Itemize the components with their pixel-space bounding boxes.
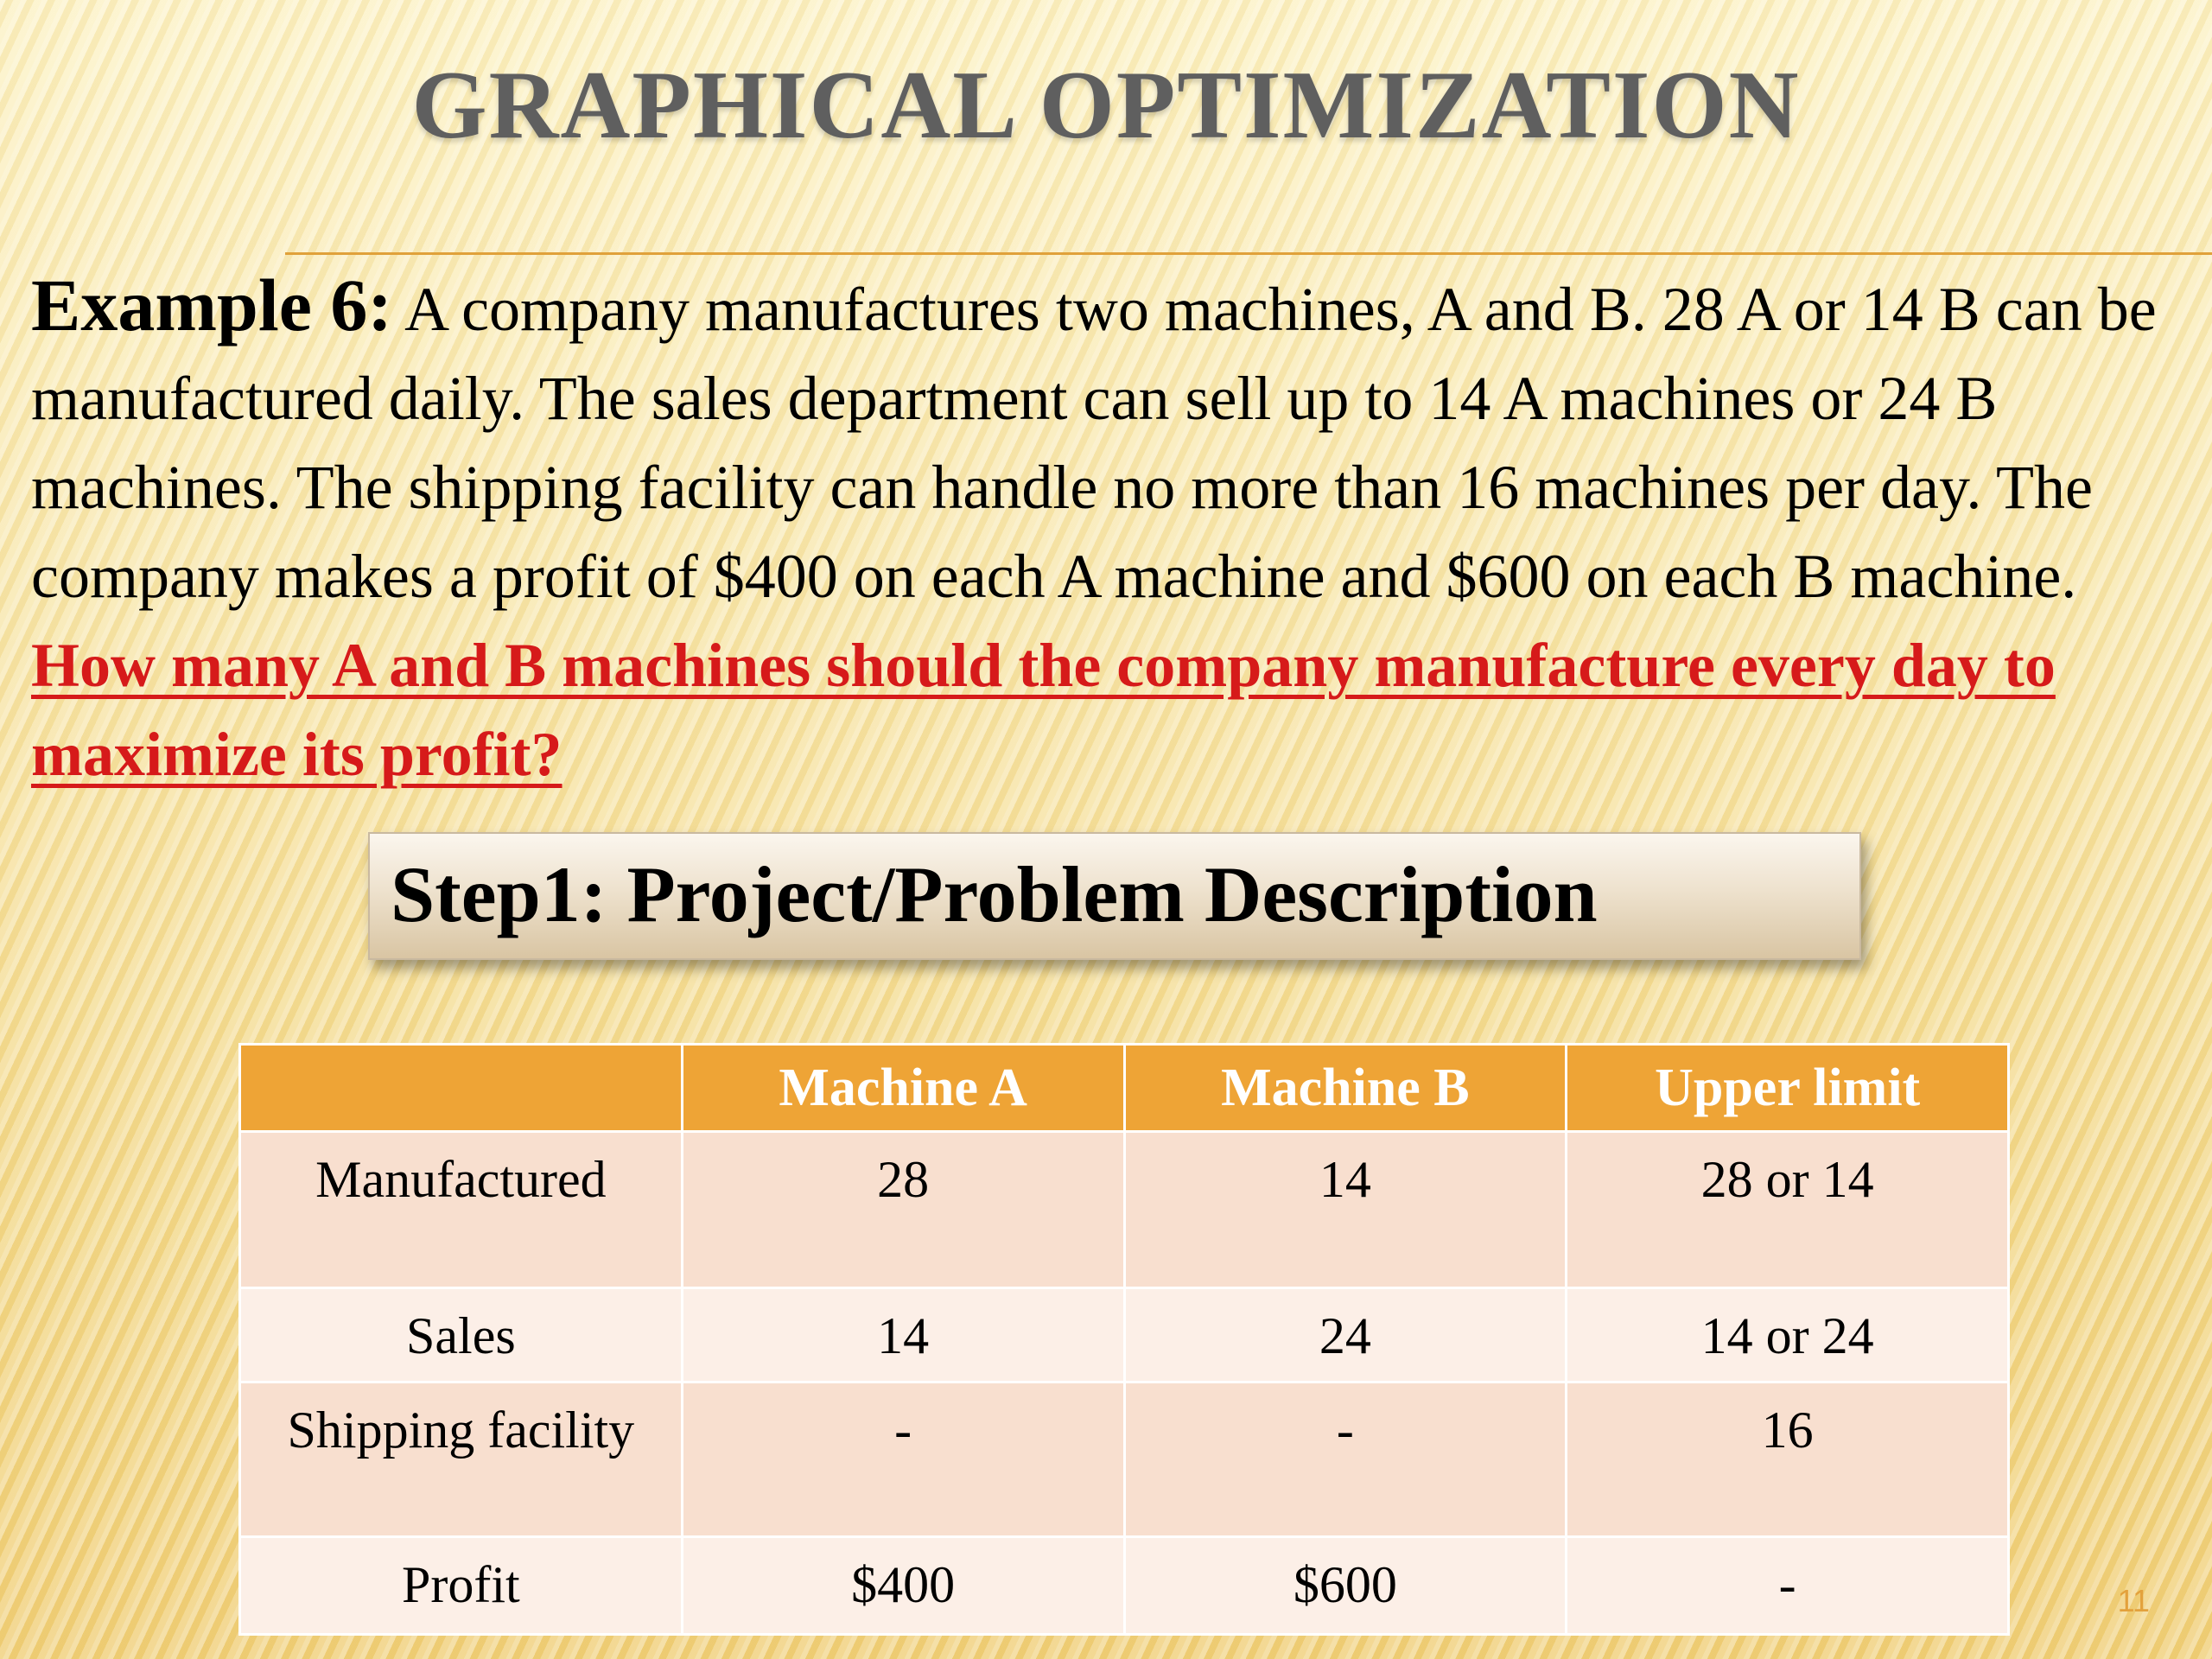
table-header-cell: Machine A [682,1045,1124,1132]
table-cell: 16 [1567,1382,2009,1537]
table-cell: $600 [1124,1537,1567,1635]
table-cell: 24 [1124,1288,1567,1382]
table-cell: 14 or 24 [1567,1288,2009,1382]
problem-text: A company manufactures two machines, A and B. 28 A or 14 B can be manufactured daily. The sales department can sell up to 14 A machines or 24 B machines. The shipping facility can handle no more than 16 machines per day. The company makes a profit of $400 on each A machine and $600 on each B machine. [31,275,2157,611]
table-row [240,1382,2009,1537]
title-divider [285,252,2212,255]
row-label: Shipping facility [240,1382,683,1537]
page-number: 11 [2117,1583,2150,1618]
row-label: Manufactured [240,1132,683,1288]
row-label: Profit [240,1537,683,1635]
table-header-cell: Upper limit [1567,1045,2009,1132]
table-row [240,1288,2009,1382]
step-heading: Step1: Project/Problem Description [391,850,1598,938]
problem-table [238,1043,2010,1636]
table-cell: 28 [682,1132,1124,1288]
table-header-row [240,1045,2009,1132]
example-label: Example 6: [31,264,393,346]
table-header-cell: Machine B [1124,1045,1567,1132]
problem-question: How many A and B machines should the company manufacture every day to maximize its profit? [31,631,2056,789]
table-cell: 28 or 14 [1567,1132,2009,1288]
table-row [240,1132,2009,1288]
slide-title: GRAPHICAL OPTIMIZATION [411,52,1801,159]
row-label: Sales [240,1288,683,1382]
table-cell: $400 [682,1537,1124,1635]
table-cell: - [682,1382,1124,1537]
table-cell: - [1567,1537,2009,1635]
table-cell: 14 [682,1288,1124,1382]
step-heading-box [368,832,1861,960]
table-header-cell [240,1045,683,1132]
problem-statement [31,261,2191,799]
table-row [240,1537,2009,1635]
table-cell: - [1124,1382,1567,1537]
table-cell: 14 [1124,1132,1567,1288]
